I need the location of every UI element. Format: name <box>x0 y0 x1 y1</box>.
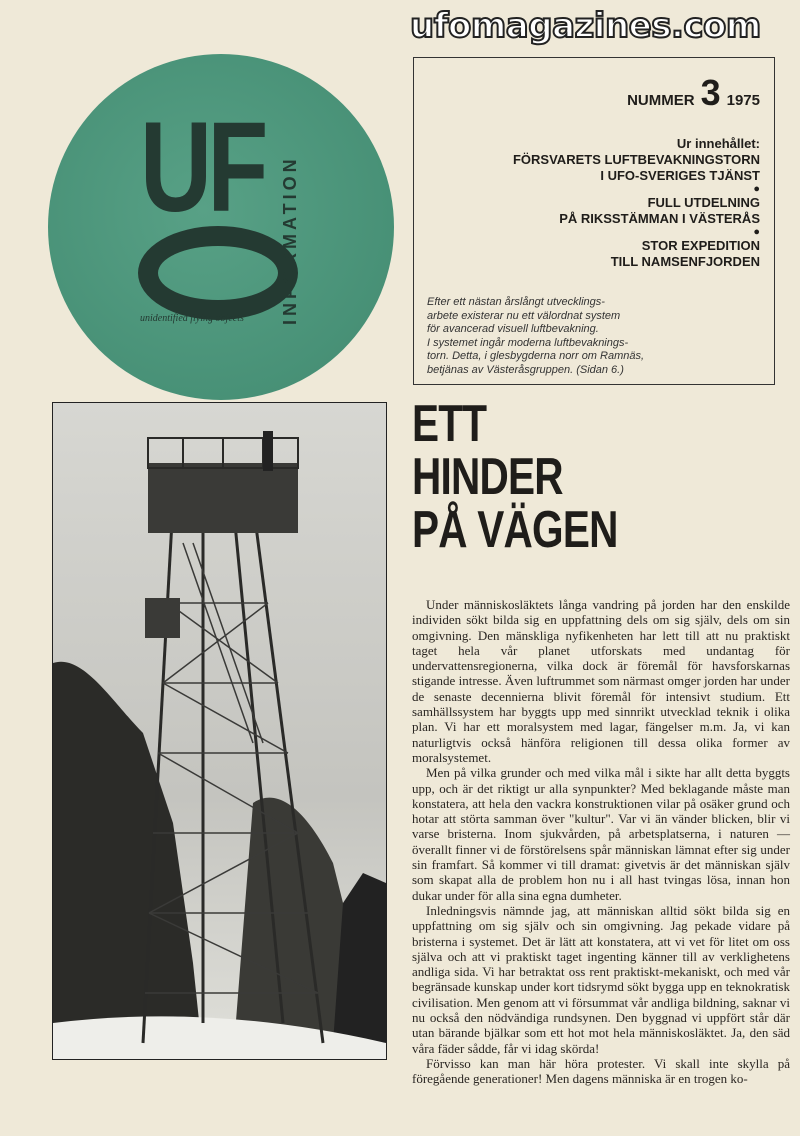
intro-line: torn. Detta, i glesbygderna norr om Ramnäs, <box>427 350 645 362</box>
intro-text <box>427 296 644 377</box>
intro-line: Efter ett nästan årslångt utvecklings- <box>427 296 605 308</box>
logo-uf: UF <box>140 96 264 239</box>
article-body <box>412 597 790 1087</box>
intro-line: arbete existerar nu ett välordnat system <box>427 309 621 322</box>
headline-line: ETT <box>412 395 487 453</box>
contents-heading: Ur innehållet: <box>676 136 760 151</box>
headline-line: PÅ VÄGEN <box>412 501 618 559</box>
paragraph: Inledningsvis nämnde jag, att människan alltid sökt bilda sig en uppfattning om sig själv och sin omgivning. Jag pekade vidare på bristerna i systemet. Det är lätt att konstatera, att vi vet för litet om oss själva och att vi praktiskt taget ingenting känner till av verklighetens andliga sida. Vi har betraktat oss rent praktiskt-mekaniskt, och med vår begränsade kunskap under kort tidsrymd sökt bygga upp en teknokratisk civilisation. Men genom att vi försummat vår andliga bildning, saknar vi nu också den nödvändiga rundsynen. Den byggnad vi uppfört står där utan bärande bjälkar som ett hot mot hela människosläktet. Ja, den säd våra fäder sådde, får vi idag skörda! <box>412 902 790 1056</box>
headline <box>412 395 618 559</box>
contents-item: TILL NAMSENFJORDEN <box>610 254 760 269</box>
contents-list <box>420 136 760 270</box>
logo-information: INFORMATION <box>280 155 300 325</box>
watermark: ufomagazines.com <box>410 6 761 46</box>
contents-item: STOR EXPEDITION <box>641 238 760 253</box>
issue-num: 3 <box>700 72 721 113</box>
contents-item: FULL UTDELNING <box>647 195 760 210</box>
paragraph: Under människosläktets långa vandring på jorden har den enskilde individen sökt bilda sig en uppfattning dels om sig själv, dels om sin omgivning. Den mänskliga nyfikenheten har lett till att nu praktiskt taget hela vår planet utforskats med undantag för undervattensregionerna, vilka dock är föremål för havsforskarnas stigande intresse. Även luftrummet som närmast omger jorden har under de senaste decennierna blivit föremål för intensivt studium. Ett samhällssystem har byggts upp med sinnrikt utvecklad teknik i olika plan. Vi har ett moralsystem med lagar, fängelser m.m. Ja, vi kan naturligtvis också hänföra religionen till dessa olika former av moralsystemet. <box>412 597 790 765</box>
contents-item: FÖRSVARETS LUFTBEVAKNINGSTORN <box>512 152 760 167</box>
contents-item: PÅ RIKSSTÄMMAN I VÄSTERÅS <box>559 211 760 226</box>
logo-o <box>138 226 298 320</box>
intro-line: betjänas av Västeråsgruppen. (Sidan 6.) <box>427 363 624 376</box>
tower-photo <box>52 402 387 1060</box>
bullet: ● <box>753 226 760 238</box>
contents-item: I UFO-SVERIGES TJÄNST <box>600 168 760 183</box>
paragraph: Förvisso kan man här höra protester. Vi skall inte skylla på föregående generationer! Men dagens människa är en trogen ko- <box>412 1055 790 1087</box>
issue-number <box>627 72 760 114</box>
contents-box <box>413 57 775 385</box>
intro-line: I systemet ingår moderna luftbevaknings- <box>427 336 629 349</box>
headline-line: HINDER <box>412 448 563 506</box>
issue-year: 1975 <box>726 92 760 109</box>
issue-label: NUMMER <box>627 92 695 109</box>
paragraph: Men på vilka grunder och med vilka mål i sikte har allt detta byggts upp, och är det riktigt ur alla synpunkter? Med beklagande måste man konstatera, att hela den vackra konstruktionen vilar på osäker grund och hotar att störta samman över "kultur". Var vi än vänder blicken, blir vi varse bristerna. Inom sjukvården, på arbetsplatserna, i naturen — överallt finner vi de förstörelsens spår människan lämnat efter sig under sin framfart. Så kommer vi till dramat: givetvis är det människan själv som skapat alla de problem hon nu i all hast tvingas lösa, innan hon dukar under för alla sina egna dumheter. <box>412 765 790 903</box>
logo-tagline: unidentified flying objects <box>140 313 244 324</box>
intro-line: för avancerad visuell luftbevakning. <box>427 323 599 335</box>
bullet: ● <box>753 183 760 195</box>
